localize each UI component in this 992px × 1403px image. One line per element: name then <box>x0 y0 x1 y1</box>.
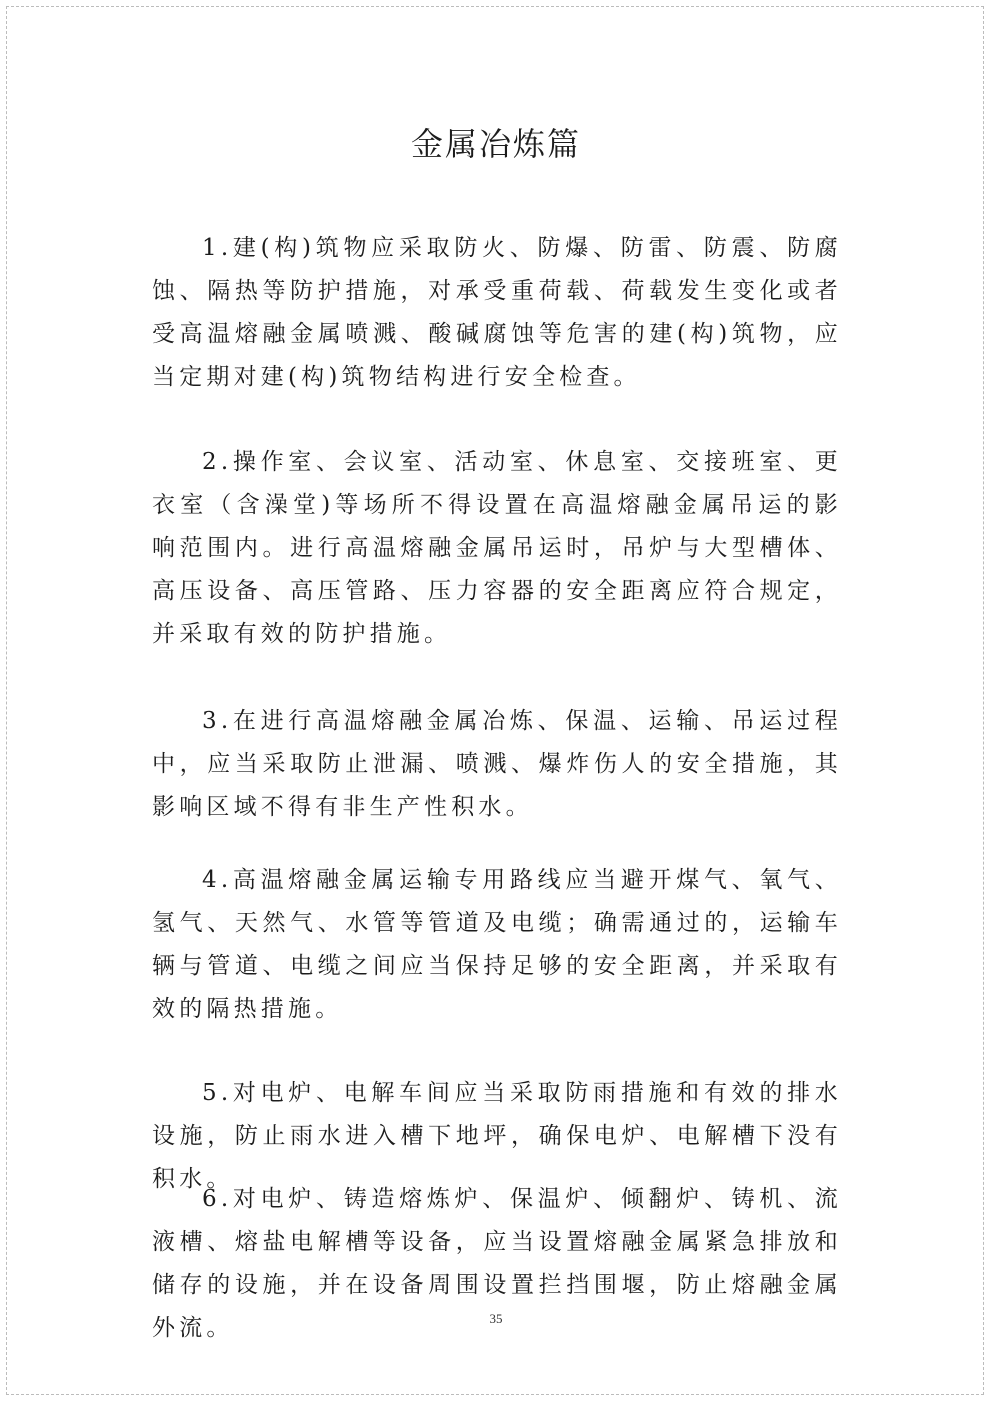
page-number: 35 <box>489 1311 503 1326</box>
paragraph-3: 3.在进行高温熔融金属冶炼、保温、运输、吊运过程中，应当采取防止泄漏、喷溅、爆炸伤人的安全措施，其影响区域不得有非生产性积水。 <box>152 708 842 820</box>
paragraph-6: 6.对电炉、铸造熔炼炉、保温炉、倾翻炉、铸机、流液槽、熔盐电解槽等设备，应当设置熔融金属紧急排放和储存的设施，并在设备周围设置拦挡围堰，防止熔融金属外流。 <box>152 1186 842 1341</box>
document-title: 金属冶炼篇 <box>410 125 581 163</box>
paragraph-5: 5.对电炉、电解车间应当采取防雨措施和有效的排水设施，防止雨水进入槽下地坪，确保电炉、电解槽下没有积水。 <box>152 1080 842 1192</box>
paragraph-4: 4.高温熔融金属运输专用路线应当避开煤气、氧气、氢气、天然气、水管等管道及电缆；确需通过的，运输车辆与管道、电缆之间应当保持足够的安全距离，并采取有效的隔热措施。 <box>152 867 842 1022</box>
paragraph-2: 2.操作室、会议室、活动室、休息室、交接班室、更衣室（含澡堂)等场所不得设置在高温熔融金属吊运的影响范围内。进行高温熔融金属吊运时，吊炉与大型槽体、高压设备、高压管路、压力容器的安全距离应符合规定，并采取有效的防护措施。 <box>152 449 842 647</box>
paragraph-1: 1.建(构)筑物应采取防火、防爆、防雷、防震、防腐蚀、隔热等防护措施，对承受重荷载、荷载发生变化或者受高温熔融金属喷溅、酸碱腐蚀等危害的建(构)筑物，应当定期对建(构)筑物结构进行安全检查。 <box>152 235 842 390</box>
